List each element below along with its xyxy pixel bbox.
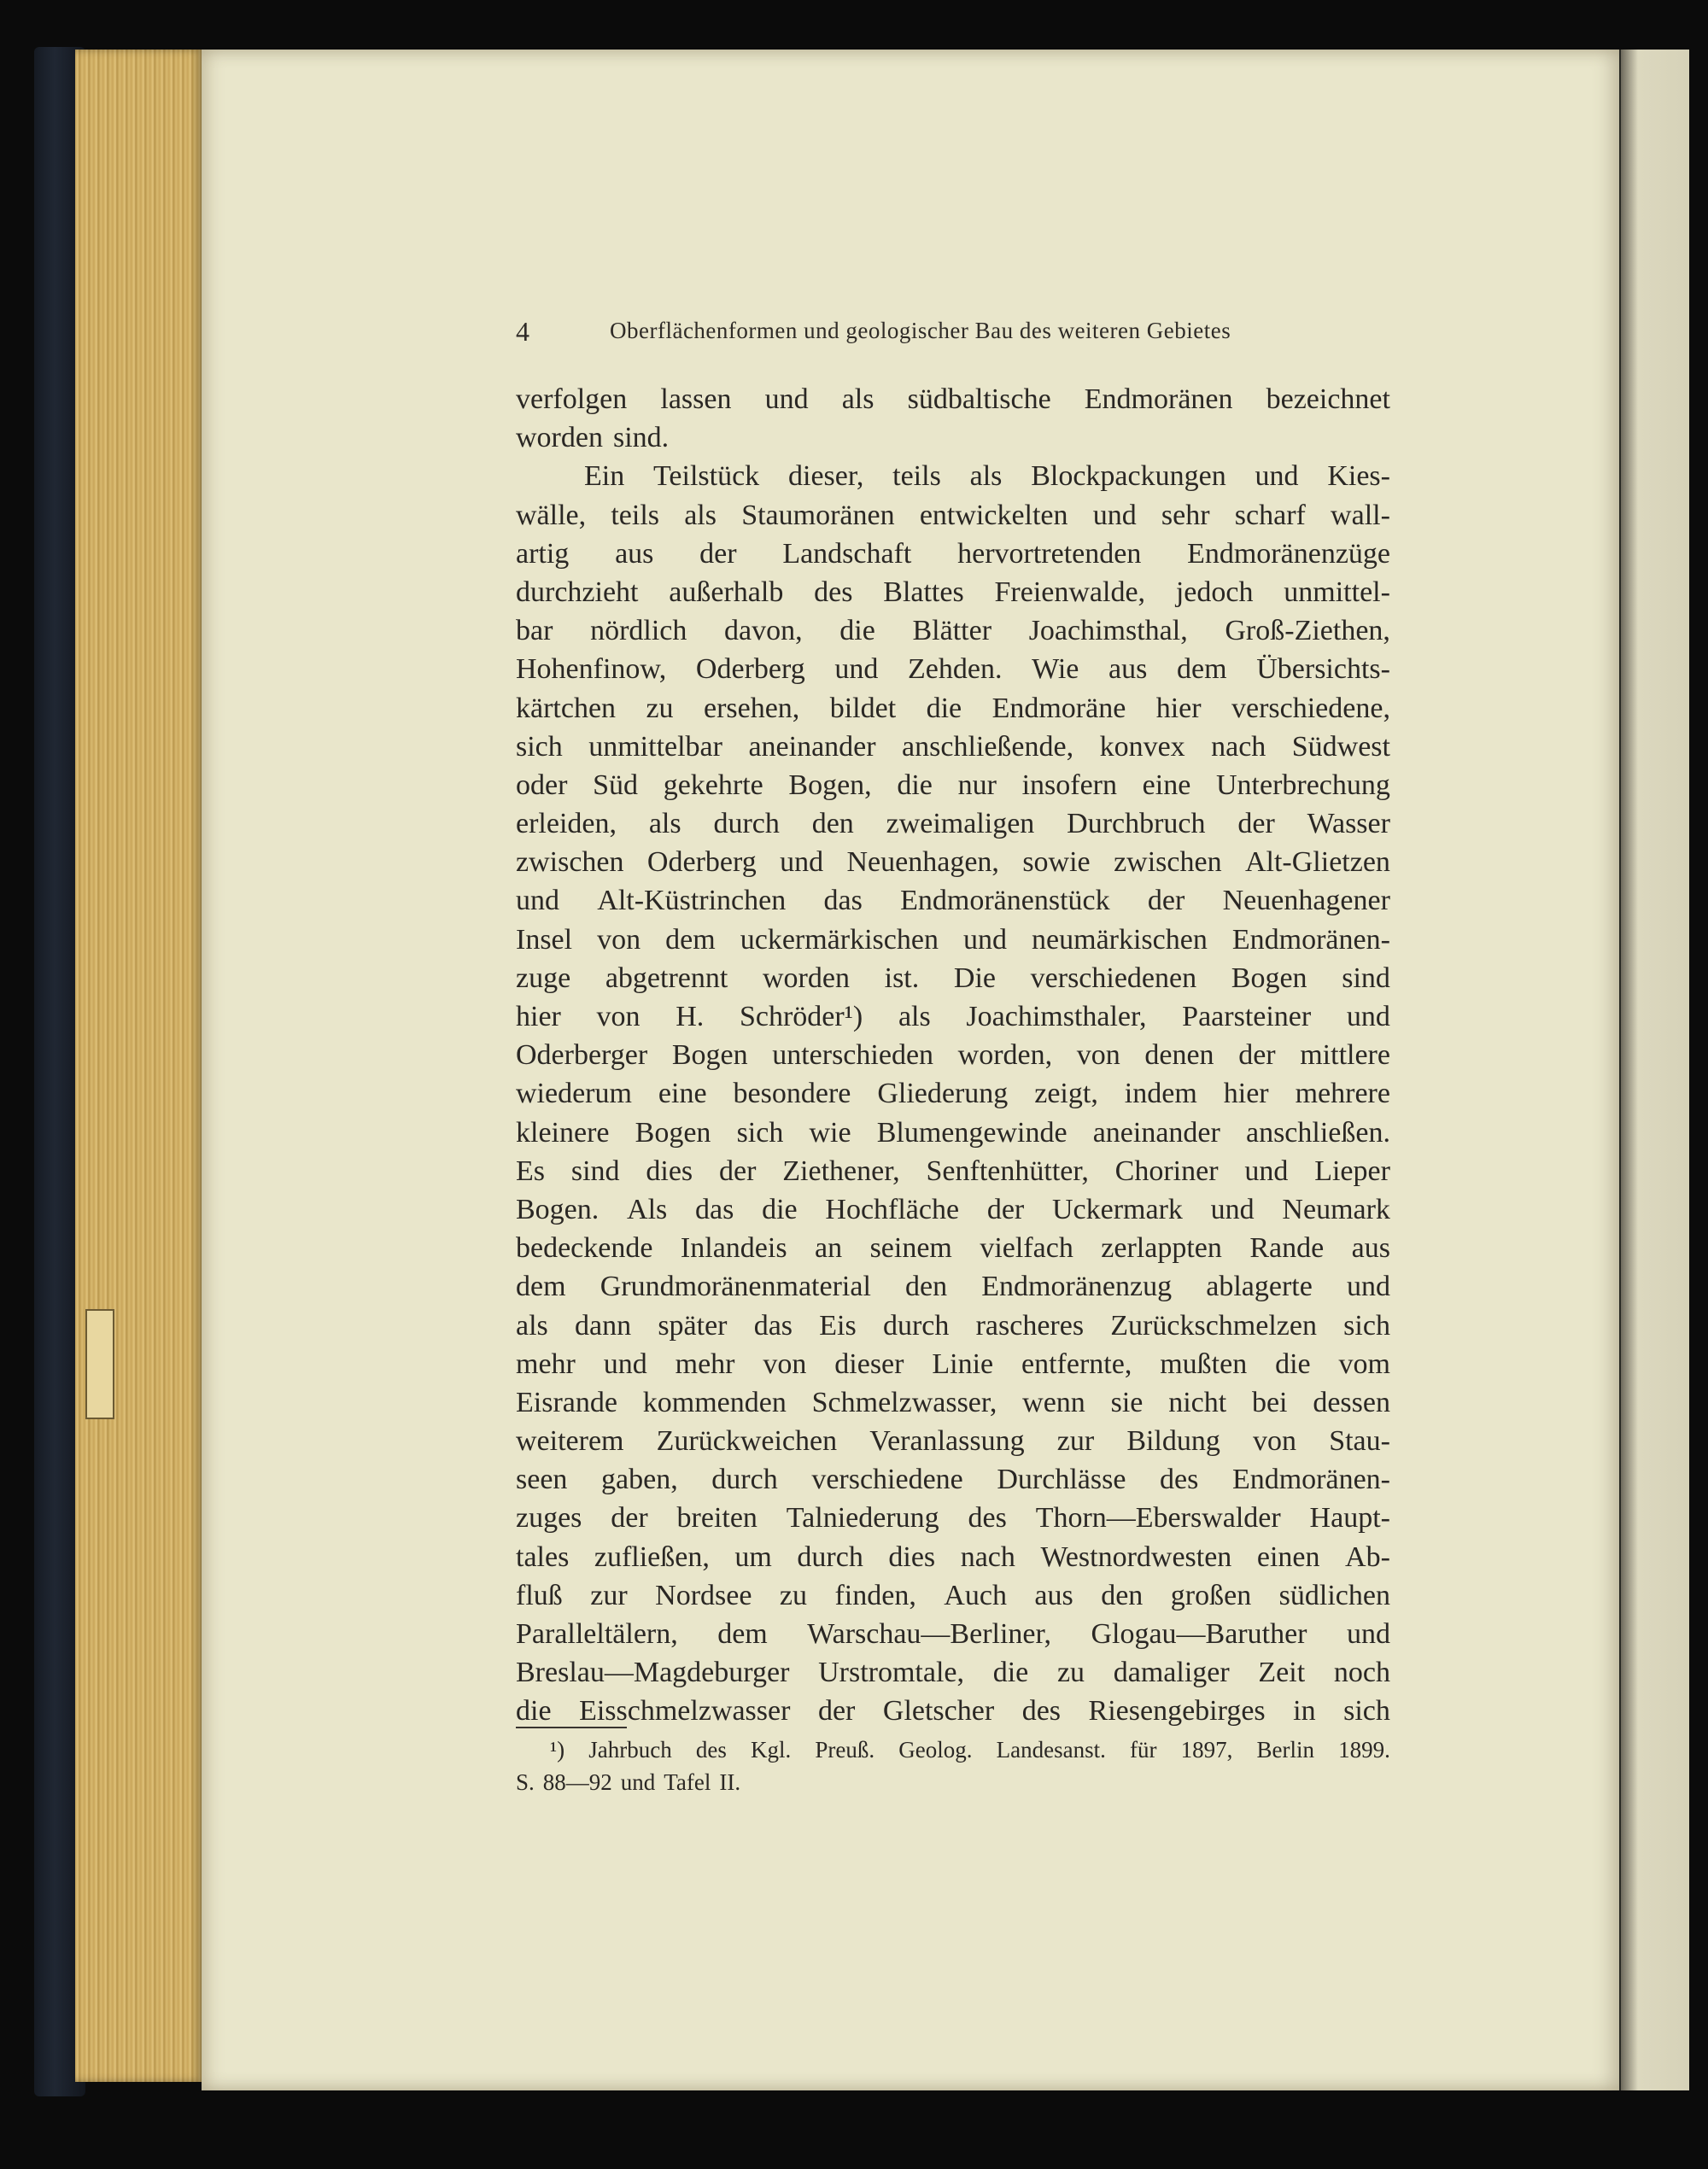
text-line: weiterem Zurückweichen Veranlassung zur Bildung von Stau- <box>516 1425 1390 1458</box>
text-line: bar nördlich davon, die Blätter Joachimsthal, Groß-Ziethen, <box>516 615 1390 647</box>
text-line: die Eisschmelzwasser der Gletscher des Riesengebirges in sich <box>516 1695 1390 1728</box>
body-text <box>516 380 1390 1731</box>
text-line: Hohenfinow, Oderberg und Zehden. Wie aus dem Übersichts- <box>516 653 1390 686</box>
text-line: wälle, teils als Staumoränen entwickelten und sehr scharf wall- <box>516 499 1390 531</box>
text-line: Ein Teilstück dieser, teils als Blockpackungen und Kies- <box>584 460 1390 493</box>
text-line: worden sind. <box>516 422 670 454</box>
text-line: als dann später das Eis durch rascheres Zurückschmelzen sich <box>516 1309 1390 1342</box>
page-number: 4 <box>516 316 530 347</box>
text-line: hier von H. Schröder¹) als Joachimsthaler, Paarsteiner und <box>516 1001 1390 1032</box>
text-line: Insel von dem uckermärkischen und neumärkischen Endmoränen- <box>516 923 1390 956</box>
text-line: Bogen. Als das die Hochfläche der Uckermark und Neumark <box>516 1193 1390 1225</box>
text-line: verfolgen lassen und als südbaltische Endmoränen bezeichnet <box>516 383 1390 415</box>
text-line: fluß zur Nordsee zu finden, Auch aus den großen südlichen <box>516 1579 1390 1611</box>
text-line: sich unmittelbar aneinander anschließende, konvex nach Südwest <box>516 730 1390 763</box>
text-line: kleinere Bogen sich wie Blumengewinde aneinander anschließen. <box>516 1116 1390 1149</box>
footnote-rule <box>516 1727 627 1728</box>
text-line: Oderberger Bogen unterschieden worden, von denen der mittlere <box>516 1039 1390 1072</box>
text-line: zuge abgetrennt worden ist. Die verschiedenen Bogen sind <box>516 962 1390 994</box>
text-line: und Alt-Küstrinchen das Endmoränenstück der Neuenhagener <box>516 885 1390 917</box>
text-line: durchzieht außerhalb des Blattes Freienwalde, jedoch unmittel- <box>516 576 1390 608</box>
text-line: erleiden, als durch den zweimaligen Durchbruch der Wasser <box>516 808 1390 840</box>
text-line: Breslau—Magdeburger Urstromtale, die zu damaliger Zeit noch <box>516 1657 1390 1689</box>
text-line: zwischen Oderberg und Neuenhagen, sowie zwischen Alt-Glietzen <box>516 846 1390 879</box>
text-line: artig aus der Landschaft hervortretenden Endmoränenzüge <box>516 537 1390 570</box>
footnote-line: S. 88—92 und Tafel II. <box>516 1769 741 1795</box>
text-line: Eisrande kommenden Schmelzwasser, wenn sie nicht bei dessen <box>516 1386 1390 1418</box>
text-line: tales zufließen, um durch dies nach Westnordwesten einen Ab- <box>516 1541 1390 1573</box>
page-edges <box>75 50 203 2082</box>
footnotes <box>516 1733 1390 1798</box>
running-head-title: Oberflächenformen und geologischer Bau des weiteren Gebietes <box>610 318 1231 343</box>
text-line: seen gaben, durch verschiedene Durchlässe des Endmoränen- <box>516 1464 1390 1496</box>
text-line: mehr und mehr von dieser Linie entfernte, mußten die vom <box>516 1348 1390 1380</box>
text-line: dem Grundmoränenmaterial den Endmoränenzug ablagerte und <box>516 1271 1390 1303</box>
text-line: Es sind dies der Ziethener, Senftenhütter, Choriner und Lieper <box>516 1155 1390 1187</box>
text-line: wiederum eine besondere Gliederung zeigt, indem hier mehrere <box>516 1078 1390 1110</box>
text-line: oder Süd gekehrte Bogen, die nur insofern eine Unterbrechung <box>516 769 1390 801</box>
running-head <box>516 316 1390 350</box>
text-line: bedeckende Inlandeis an seinem vielfach zerlappten Rande aus <box>516 1232 1390 1265</box>
text-line: kärtchen zu ersehen, bildet die Endmoräne hier verschiedene, <box>516 692 1390 724</box>
text-line: zuges der breiten Talniederung des Thorn—Eberswalder Haupt- <box>516 1502 1390 1535</box>
text-line: Paralleltälern, dem Warschau—Berliner, Glogau—Baruther und <box>516 1618 1390 1650</box>
bookmark-tab <box>85 1309 114 1419</box>
footnote-line: ¹) Jahrbuch des Kgl. Preuß. Geolog. Landesanst. für 1897, Berlin 1899. <box>550 1737 1390 1763</box>
facing-page-edge <box>1619 50 1689 2090</box>
